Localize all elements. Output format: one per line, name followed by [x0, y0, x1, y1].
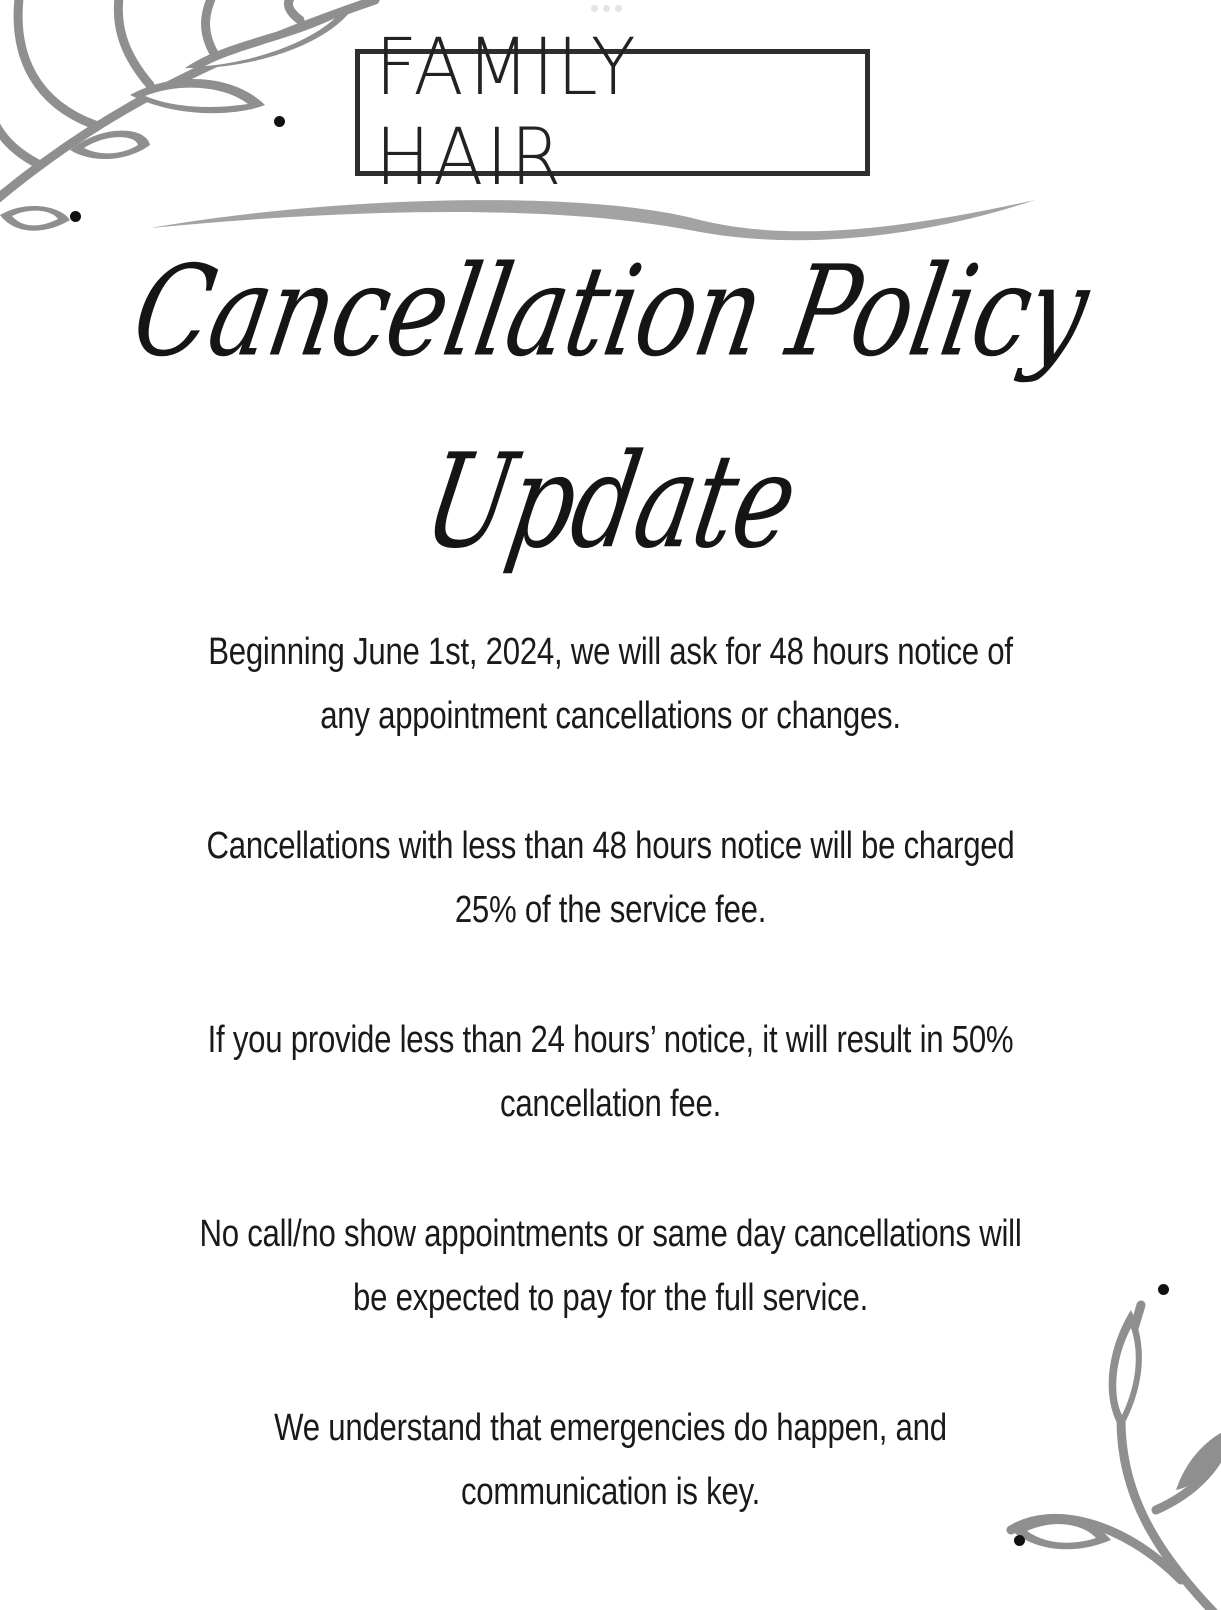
policy-paragraph: Cancellations with less than 48 hours notice will be charged 25% of the service fee. — [206, 825, 1015, 931]
page-subtitle: Update — [414, 425, 807, 578]
brand-name: FAMILY HAIR — [375, 22, 639, 203]
page-indicator-dots — [591, 5, 622, 12]
accent-dot — [1014, 1535, 1025, 1546]
policy-paragraph: We understand that emergencies do happen, and communication is key. — [274, 1407, 947, 1513]
accent-dot — [70, 211, 81, 222]
brand-logo — [355, 22, 870, 203]
page-title: Cancellation Policy — [123, 238, 1098, 385]
policy-paragraph: Beginning June 1st, 2024, we will ask for 48 hours notice of any appointment cancellations or changes. — [208, 631, 1013, 737]
accent-dot — [274, 116, 285, 127]
accent-dot — [1158, 1284, 1169, 1295]
policy-paragraph: If you provide less than 24 hours’ notice, it will result in 50% cancellation fee. — [207, 1019, 1014, 1125]
policy-paragraph: No call/no show appointments or same day cancellations will be expected to pay for the full service. — [199, 1213, 1022, 1319]
